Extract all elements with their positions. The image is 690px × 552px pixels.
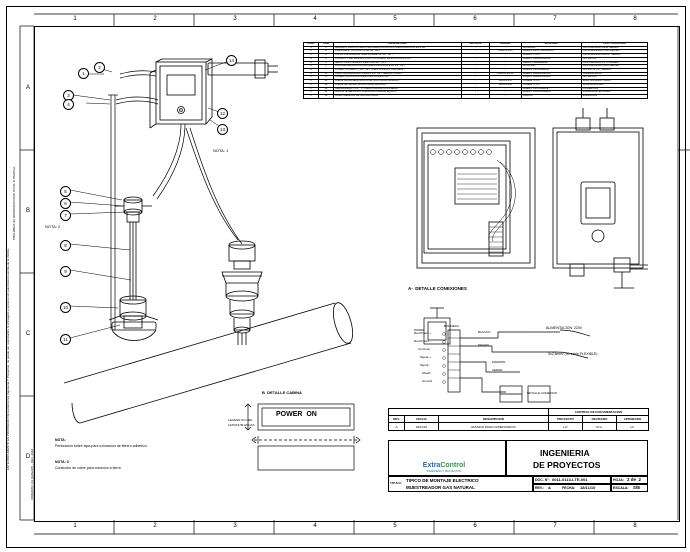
doc-value: 0011-0113-I-TE-001: [552, 477, 588, 482]
bom-cell: -: [462, 54, 490, 58]
footer-note-2-title: NOTA: 3: [55, 460, 69, 464]
footer-note-1-title: NOTA:: [55, 438, 66, 442]
bom-cell: -: [489, 87, 521, 91]
bom-cell: -: [489, 69, 521, 73]
zone-label-top-1: 1: [73, 16, 77, 22]
zone-label-bottom-5: 5: [393, 523, 397, 529]
bom-cell: -: [462, 69, 490, 73]
bom-cell: COBRE / PVC: [521, 83, 581, 87]
bom-cell: IMSA SINTENAX VALIO: [581, 80, 647, 84]
bom-col-detalle: DETALLE: [462, 43, 490, 47]
rev-col-aprobado: APROBADO: [617, 416, 649, 423]
bom-cell: 13: [318, 91, 333, 95]
hoja-value: 2 de 2: [627, 477, 642, 482]
bom-cell: UNION FLEXIBLE ANTIDEFLAGRANTE 1/2" NPT: [333, 54, 461, 58]
zone-label-top-7: 7: [553, 16, 557, 22]
bom-cell: ACERO INOX / ALUMINIO: [521, 50, 581, 54]
bom-cell: CONDUIT FLEXIBLE ESTANCO A PRUEBA DE EXPLOSION 1/2": [333, 57, 461, 61]
zone-label-left-b: B: [25, 208, 30, 214]
bom-cell: VARIOS: [521, 95, 581, 99]
titulo-line-1: TIPICO DE MONTAJE ELECTRICO: [406, 478, 479, 483]
zone-label-left-d: D: [25, 454, 31, 460]
table-row: [304, 50, 648, 54]
rev-label: REV.:: [535, 486, 545, 490]
rev-col-rev: REV.: [389, 416, 405, 423]
revision-control-header: CONTROL DE DOCUMENTACION: [549, 409, 649, 416]
hoja-label: HOJA:: [613, 478, 624, 482]
zone-label-top-5: 5: [393, 16, 397, 22]
bom-cell: CROUSE-HINDS EYS SERIES: [581, 61, 647, 65]
bom-cell: PRENSAESTOPA MULTIPLE 3/4" NPT: [333, 50, 461, 54]
rev-cell: EMISION PARA COMENTARIOS: [439, 423, 549, 431]
bom-cell: ACERO INOXIDABLE: [521, 87, 581, 91]
bom-cell: HIERRO MALEABLE: [521, 61, 581, 65]
rev-col-proyecto: PROYECTO: [549, 416, 583, 423]
bom-cell: 2: [304, 54, 319, 58]
rev-cell: M.G.: [583, 423, 617, 431]
bom-col-norma: NORMA: [489, 43, 521, 47]
bom-cell: 2: [318, 50, 333, 54]
zone-label-bottom-7: 7: [553, 523, 557, 529]
bom-cell: ALUMINIO: [521, 65, 581, 69]
balloon-6: 6: [60, 198, 71, 209]
terminal-row-2: Common: [418, 347, 431, 351]
bom-cell: 1: [304, 61, 319, 65]
rev-cell: A: [389, 423, 405, 431]
bom-cell: CROUSE-HINDS CGB SERIES: [581, 50, 647, 54]
bom-cell: 1: [304, 72, 319, 76]
bom-cell: -: [489, 61, 521, 65]
bom-cell: -: [462, 61, 490, 65]
bom-cell: -: [462, 65, 490, 69]
zone-label-left-a: A: [25, 85, 30, 91]
fecha-value: 18/11/10: [580, 485, 596, 490]
title-block-company-cell: [506, 440, 648, 476]
bom-cell: -: [462, 91, 490, 95]
bom-cell: -: [462, 80, 490, 84]
company-line-1: INGENIERIA: [540, 448, 590, 458]
bom-cell: -: [462, 46, 490, 50]
zone-label-top-6: 6: [473, 16, 477, 22]
zone-label-bottom-1: 1: [73, 523, 77, 529]
rev-col-fecha: FECHA: [405, 416, 439, 423]
bom-cell: IRAM 2268: [489, 83, 521, 87]
bom-col-material: MATERIAL: [521, 43, 581, 47]
rev-cell: L.P.: [549, 423, 583, 431]
revision-blank-left: [389, 409, 549, 416]
bom-cell: ACERO GALVANIZADO: [521, 91, 581, 95]
bom-cell: A FABRICAR EN OBRA: [581, 91, 647, 95]
margin-copyright-1: PROHIBIDA SU REPRODUCCION TOTAL O PARCIAL: [12, 166, 16, 240]
bom-cell: SELLO CORTAFUEGO VERTICAL 1/2" NPT: [333, 61, 461, 65]
table-row: [304, 61, 648, 65]
bom-cell: -: [489, 46, 521, 50]
bom-cell: 1: [304, 91, 319, 95]
balloon-14: 14: [226, 55, 237, 66]
bom-cell: ExtraControl: [581, 95, 647, 99]
bom-cell: CABLE DE ALIMENTACION 3x2,5mm² APANTALLADO: [333, 80, 461, 84]
bom-col-catalogo: TIPO / CATALOGO: [581, 43, 647, 47]
bom-cell: -: [462, 83, 490, 87]
table-row: [304, 83, 648, 87]
bom-cell: -: [489, 91, 521, 95]
bom-cell: CROUSE-HINDS EJB SERIES: [581, 46, 647, 50]
bom-cell: 5: [318, 61, 333, 65]
bom-cell: -: [489, 95, 521, 99]
bom-cell: CONECTOR UNION PARA CAÑO RIGIDO 1/2": [333, 76, 461, 80]
bom-cell: 1: [304, 95, 319, 99]
table-row: [304, 87, 648, 91]
escala-value: S/E: [633, 485, 641, 490]
terminal-row-0: Red Power +: [414, 331, 432, 335]
zone-label-left-c: C: [25, 331, 31, 337]
zone-label-bottom-8: 8: [633, 523, 637, 529]
bom-cell: -: [462, 95, 490, 99]
margin-copyright-2: ESTE DOCUMENTO ES PROPIEDAD DE ExtraControl Ingenieria Y Proyectos, no puede ser reproducido ni entregado a terceros sin autorizacion escrita de la misma.: [6, 248, 10, 470]
bom-cell: CAJA DE DERIVACION ANTIDEFLAGRANTE Ex-d 1/2" NPT: [333, 65, 461, 69]
bom-cell: APPLETON: [581, 57, 647, 61]
terminal-row-3: Signal +: [420, 355, 431, 359]
bom-cell: 2: [304, 87, 319, 91]
bom-cell: 2: [304, 76, 319, 80]
bom-cell: 1: [304, 80, 319, 84]
bom-cell: 4: [304, 69, 319, 73]
table-row: [304, 69, 648, 73]
bom-cell: 12: [318, 87, 333, 91]
bom-cell: MUESTREADOR DE GAS NATURAL: [333, 95, 461, 99]
terminal-row-1: Red Power -: [414, 339, 431, 343]
rev-col-revisado: REVISADO: [583, 416, 617, 423]
cartel-power-on-text: POWER ON: [276, 411, 317, 418]
table-row: [304, 76, 648, 80]
alimentacion-note: ALIMENTACION 220V: [546, 326, 583, 330]
titulo-label: TITULO:: [390, 481, 402, 485]
cartel-legend-line1: LEGEND NO LED: [228, 418, 253, 422]
bom-cell: CROUSE-HINDS ECLK SERIES: [581, 54, 647, 58]
cable-note-2: 3x2,5mm² (90 cable FLEXIBLE): [548, 352, 598, 356]
table-row: [304, 80, 648, 84]
zone-label-top-3: 3: [233, 16, 237, 22]
bom-cell: -: [489, 54, 521, 58]
bom-cell: 11: [318, 83, 333, 87]
bom-cell: ABRAZADERA TIPO "U" PARA FIJACION A CAÑERIA: [333, 87, 461, 91]
bom-cell: -: [489, 57, 521, 61]
bom-cell: ACERO INOXIDABLE: [521, 69, 581, 73]
balloon-3: 3: [63, 90, 74, 101]
bom-cell: -: [462, 50, 490, 54]
bom-cell: CAÑO GALVANIZADO RIGIDO 1/2" NPT SEGUN PLANO: [333, 72, 461, 76]
zone-label-top-4: 4: [313, 16, 317, 22]
escala-label: ESCALA:: [613, 486, 629, 490]
company-line-2: DE PROYECTOS: [533, 460, 601, 470]
footer-note-1-text: Perforacion sobre tapa para colocacion de letrero adhesivo.: [55, 444, 148, 448]
bill-of-materials-table: [303, 42, 648, 99]
rev-col-descripcion: DESCRIPCION: [439, 416, 549, 423]
bom-cell: 1: [304, 50, 319, 54]
bom-cell: 10: [318, 80, 333, 84]
balloon-13: 13: [217, 124, 228, 135]
wire-verde-label: VERDE: [492, 368, 503, 372]
table-row: [304, 72, 648, 76]
zone-label-bottom-3: 3: [233, 523, 237, 529]
bom-cell: ANSI B.36.10: [489, 72, 521, 76]
bom-cell: 1: [304, 83, 319, 87]
terminal-row-6: Ground: [422, 379, 433, 383]
balloon-4: 4: [63, 99, 74, 110]
balloon-9: 9: [60, 266, 71, 277]
bom-cell: CROUSE-HINDS GUA SERIES: [581, 65, 647, 69]
bom-cell: 8: [318, 72, 333, 76]
bom-cell: ACERO GALVANIZADO: [521, 72, 581, 76]
zone-label-bottom-2: 2: [153, 523, 157, 529]
logo-text-a: Extra: [422, 462, 441, 469]
bom-cell: -: [489, 65, 521, 69]
bom-cell: CONECTOR RECTO 1/2" NPT PARA CONDUIT FLEXIBLE: [333, 69, 461, 73]
balloon-7: 7: [60, 210, 71, 221]
wire-negro-label: NEGRO: [478, 343, 490, 347]
table-row: [304, 95, 648, 99]
balloon-8: 8: [60, 240, 71, 251]
bom-cell: ACERO GALVANIZADO: [521, 76, 581, 80]
zone-label-bottom-4: 4: [313, 523, 317, 529]
bom-cell: 7: [318, 69, 333, 73]
terminal-row-4: Signal -: [420, 363, 431, 367]
terminal-row-5: Shield: [422, 371, 431, 375]
table-row: [304, 65, 648, 69]
cartel-legend-line2: LETRAS BLANCAS: [228, 423, 255, 427]
bom-cell: SOPORTE METALICO PARA MONTAJE DE EQUIPO: [333, 91, 461, 95]
balloon-5: 5: [60, 186, 71, 197]
bom-cell: ACERO GALVANIZADO: [521, 57, 581, 61]
bom-cell: 3: [318, 54, 333, 58]
bom-col-descripcion: DESCRIPCION: [333, 43, 461, 47]
bom-cell: ANSI B.1.20: [489, 50, 521, 54]
bom-cell: -: [462, 72, 490, 76]
detalle-conexiones-caption: A- DETALLE CONEXIONES: [408, 286, 467, 291]
bom-cell: -: [489, 76, 521, 80]
bom-cell: IMSA ARMOFLEX: [581, 83, 647, 87]
table-row: [304, 46, 648, 50]
bom-cell: 1: [304, 46, 319, 50]
balloon-1: 1: [78, 68, 89, 79]
fecha-label: FECHA:: [562, 486, 576, 490]
revision-subheader-row: [389, 409, 649, 416]
detalle-conexion-tag: DETALLE CONEXION: [527, 391, 557, 395]
table-row: [304, 91, 648, 95]
bom-cell: ACERO / PVC: [521, 54, 581, 58]
bom-cell: -: [462, 87, 490, 91]
bom-cell: CAÑERIA IRAM: [581, 72, 647, 76]
bom-cell: 14: [318, 95, 333, 99]
zone-label-bottom-6: 6: [473, 523, 477, 529]
balloon-2: 2: [94, 62, 105, 73]
bom-cell: ARMARIO PARA CONEXIONES ELECTRICAS ANTIDEFLAGRANTE Ex-d IIB: [333, 46, 461, 50]
bom-cell: IRAM 2178: [489, 80, 521, 84]
doc-label: DOC. N°:: [535, 478, 550, 482]
table-row: [304, 57, 648, 61]
note-1-label: NOTA: 1: [213, 148, 229, 153]
zone-label-top-2: 2: [153, 16, 157, 22]
bornera-label: BORNERA: [444, 324, 459, 328]
table-row: [304, 54, 648, 58]
table-row: [389, 423, 649, 431]
bom-cell: APPLETON: [581, 76, 647, 80]
revision-table: [388, 408, 649, 431]
balloon-12: 12: [217, 108, 228, 119]
logo-subtitle: INGENIERIA Y PROYECTOS: [426, 470, 462, 473]
margin-format: FORMATO: A3 (420x297) - REV. 2010: [30, 448, 34, 500]
bom-cell: 6: [304, 57, 319, 61]
zone-label-top-8: 8: [633, 16, 637, 22]
bom-cell: 4: [318, 57, 333, 61]
balloon-11: 11: [60, 334, 71, 345]
wire-marron-label: MARRON: [492, 360, 506, 364]
bom-cell: ALUMINIO: [521, 46, 581, 50]
bom-cell: COMERCIAL: [581, 87, 647, 91]
rev-cell: J.C.: [617, 423, 649, 431]
bom-col-cant: CANT.: [304, 43, 319, 47]
bom-cell: 6: [318, 65, 333, 69]
bom-cell: -: [462, 57, 490, 61]
logo-text-b: Control: [440, 462, 466, 469]
bom-cell: CABLE DE SEÑAL 2x1mm² APANTALLADO: [333, 83, 461, 87]
balloon-10: 10: [60, 302, 71, 313]
bom-cell: 1: [318, 46, 333, 50]
bom-cell: -: [462, 76, 490, 80]
detalle-cabina-caption: B DETALLE CABINA: [262, 390, 302, 395]
bom-cell: 2: [304, 65, 319, 69]
rev-cell: 18/11/10: [405, 423, 439, 431]
note-2-label: NOTA: 2: [45, 224, 61, 229]
footer-note-2-text: Conductor de cobre para conexion a tierra.: [55, 466, 122, 470]
bom-cell: COBRE / PVC: [521, 80, 581, 84]
bom-cell: APPLETON ST SERIES: [581, 69, 647, 73]
bom-col-item: ITEM: [318, 43, 333, 47]
bom-cell: 9: [318, 76, 333, 80]
wire-blanco-label: BLANCO: [478, 330, 491, 334]
revision-header-row: [389, 416, 649, 423]
titulo-line-2: MUESTREADOR GAS NATURAL: [406, 485, 475, 490]
rev-value: A: [548, 485, 551, 490]
